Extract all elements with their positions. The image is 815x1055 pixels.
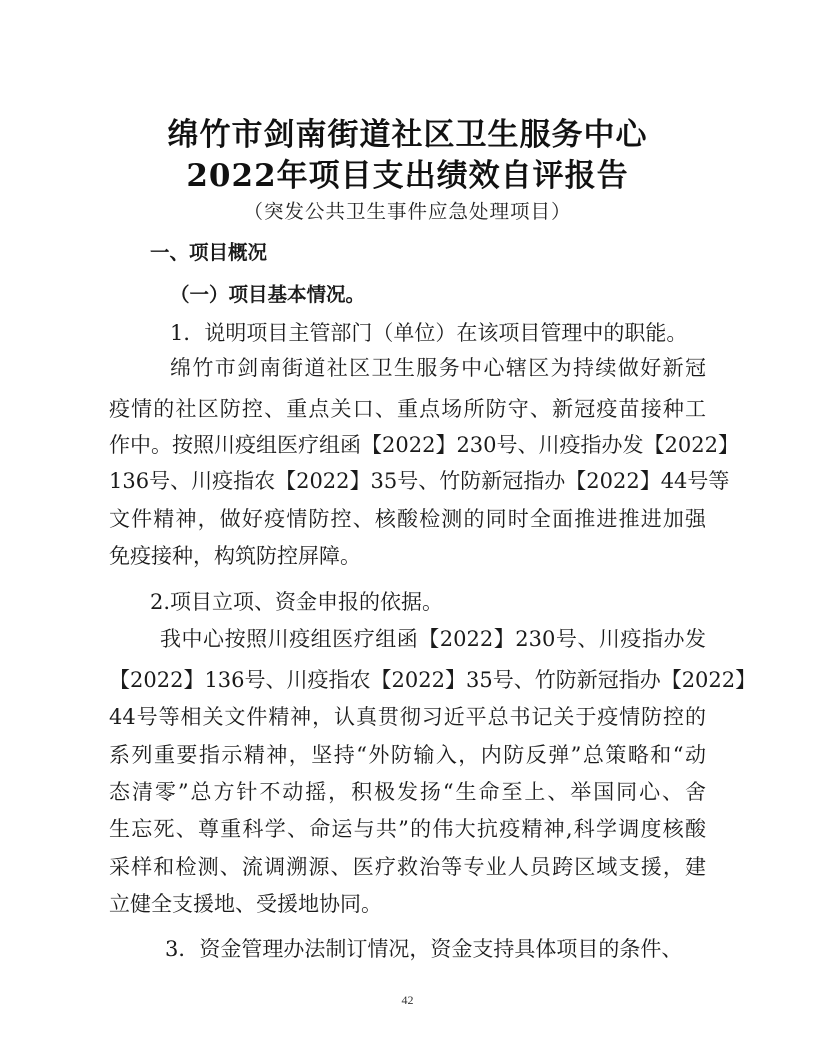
paragraph-line: 作中。按照川疫组医疗组函【2022】230号、川疫指办发【2022】 xyxy=(109,433,739,457)
item-heading-3: 3．资金管理办法制订情况，资金支持具体项目的条件、 xyxy=(165,937,683,961)
item-heading-1: 1．说明项目主管部门（单位）在该项目管理中的职能。 xyxy=(170,321,688,345)
paragraph-line: 生忘死、尊重科学、命运与共”的伟大抗疫精神,科学调度核酸 xyxy=(109,817,706,841)
report-title-line-2: 2022年项目支出绩效自评报告 xyxy=(186,158,629,194)
paragraph-line: 态清零”总方针不动摇，积极发扬“生命至上、举国同心、舍 xyxy=(109,780,706,804)
report-subtitle: （突发公共卫生事件应急处理项目） xyxy=(243,200,572,223)
subsection-heading: （一）项目基本情况。 xyxy=(170,283,366,306)
report-title-line-1: 绵竹市剑南街道社区卫生服务中心 xyxy=(167,117,648,153)
paragraph-line: 44号等相关文件精神，认真贯彻习近平总书记关于疫情防控的 xyxy=(109,705,706,729)
paragraph-line: 疫情的社区防控、重点关口、重点场所防守、新冠疫苗接种工 xyxy=(109,397,706,421)
paragraph-line: 文件精神，做好疫情防控、核酸检测的同时全面推进推进加强 xyxy=(109,507,706,531)
paragraph-line: 免疫接种，构筑防控屏障。 xyxy=(109,544,361,568)
paragraph-line: 绵竹市剑南街道社区卫生服务中心辖区为持续做好新冠 xyxy=(170,356,706,380)
section-heading: 一、项目概况 xyxy=(150,241,268,264)
paragraph-line: 136号、川疫指农【2022】35号、竹防新冠指办【2022】44号等 xyxy=(109,469,730,493)
paragraph-line: 采样和检测、流调溯源、医疗救治等专业人员跨区域支援，建 xyxy=(109,855,706,879)
page-number: 42 xyxy=(401,993,414,1007)
paragraph-line: 立健全支援地、受援地协同。 xyxy=(109,892,382,916)
item-heading-2: 2.项目立项、资金申报的依据。 xyxy=(150,590,444,614)
paragraph-line: 我中心按照川疫组医疗组函【2022】230号、川疫指办发 xyxy=(160,627,706,651)
paragraph-line: 系列重要指示精神，坚持“外防输入，内防反弹”总策略和“动 xyxy=(109,743,706,767)
paragraph-line: 【2022】136号、川疫指农【2022】35号、竹防新冠指办【2022】 xyxy=(109,668,757,692)
